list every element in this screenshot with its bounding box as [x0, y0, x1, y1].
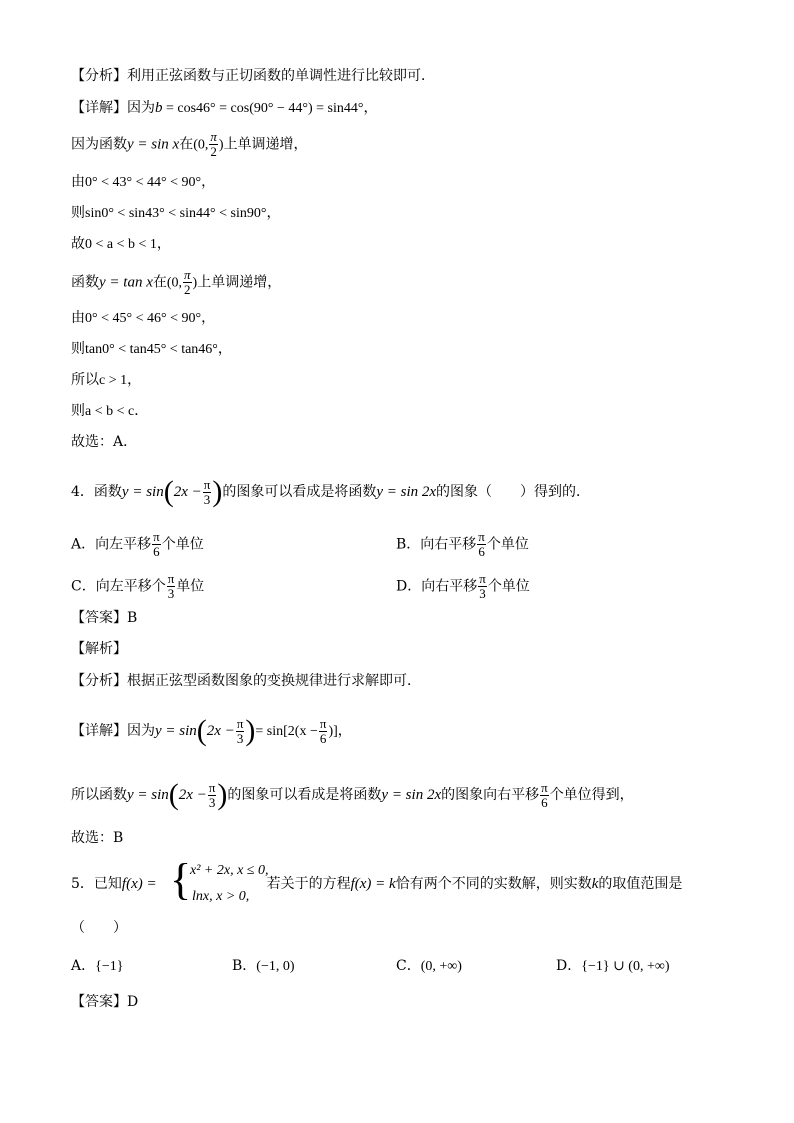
option-label: B．: [232, 958, 257, 974]
text: 个单位得到，: [549, 787, 634, 803]
math-expr: c > 1: [99, 373, 128, 388]
detail-tag: 【详解】: [71, 723, 127, 739]
text: 在: [179, 136, 194, 153]
math-expr: sin0° < sin43° < sin44° < sin90°: [85, 206, 267, 221]
big-paren: ): [245, 714, 256, 747]
text: 的图象（ ）得到的．: [436, 484, 591, 500]
punct: ，: [266, 205, 281, 221]
fraction: [167, 572, 176, 601]
text: 则: [71, 341, 85, 357]
question-number: 4．: [71, 484, 94, 500]
math: 2x −: [173, 484, 202, 500]
q3-detail-line-10: [71, 402, 148, 421]
denominator: 3: [479, 586, 486, 601]
piecewise-case-1: x² + 2x, x ≤ 0,: [190, 863, 269, 878]
math: )]: [328, 724, 338, 739]
q4-analysis: [71, 672, 421, 690]
option-label: C．: [396, 958, 421, 974]
q4-jiexi-tag: 【解析】: [71, 641, 127, 657]
q3-analysis: [71, 67, 435, 85]
math-expr: 0 < a < b < 1: [85, 237, 157, 252]
text: 的图象可以看成是将函数: [222, 484, 377, 500]
q4-choose: 故选：B: [71, 830, 124, 846]
math: (0,: [193, 137, 209, 153]
q5-option-c[interactable]: [396, 957, 462, 976]
denominator: 6: [541, 794, 548, 810]
analysis-text: 利用正弦函数与正切函数的单调性进行比较即可．: [127, 68, 435, 84]
punct: ，: [201, 174, 216, 190]
analysis-text: 根据正弦型函数图象的变换规律进行求解即可．: [127, 673, 421, 689]
denominator: 3: [208, 794, 216, 810]
q4-option-b[interactable]: [396, 530, 529, 559]
fraction: [208, 781, 217, 810]
numerator: π: [208, 779, 216, 795]
math: f(x) =: [121, 876, 157, 892]
denominator: 2: [210, 144, 217, 159]
answer-value: D: [127, 994, 139, 1010]
text: 单位: [176, 578, 205, 595]
option-label: B．: [396, 536, 421, 553]
option-label: D．: [396, 578, 422, 595]
math-expr: = cos46° = cos(90° − 44°) = sin44°: [162, 101, 364, 116]
option-label: D．: [556, 958, 582, 974]
text: 个单位: [161, 536, 204, 553]
numerator: π: [153, 529, 160, 544]
option-value: (0, +∞): [420, 959, 462, 974]
numerator: π: [541, 779, 548, 795]
fraction: [478, 572, 487, 601]
text: 所以函数: [71, 787, 127, 803]
text: 向左平移: [95, 536, 152, 553]
math: ): [218, 137, 224, 153]
option-label: C．: [71, 578, 96, 595]
fraction: [152, 530, 161, 559]
numerator: π: [319, 715, 327, 731]
text: 向右平移: [420, 536, 477, 553]
q4-detail-line-1: [71, 716, 352, 746]
q4-option-d[interactable]: [396, 572, 530, 601]
q4-option-c[interactable]: [71, 572, 204, 601]
text: 个单位: [486, 536, 529, 553]
punct: ，: [201, 310, 216, 326]
denominator: 6: [478, 544, 485, 559]
analysis-tag: 【分析】: [71, 68, 127, 84]
q5-answer: [71, 993, 138, 1011]
math: y = sin: [127, 787, 169, 803]
big-paren: ): [217, 778, 228, 811]
text: 上单调递增，: [223, 136, 308, 153]
math-expr: a < b < c: [85, 404, 135, 419]
answer-tag: 【答案】: [71, 994, 127, 1010]
numerator: π: [210, 129, 217, 144]
math: 2x −: [178, 787, 207, 803]
text: 因为函数: [71, 136, 127, 153]
numerator: π: [478, 529, 485, 544]
q3-detail-line-3: [71, 173, 215, 192]
denominator: 3: [236, 730, 244, 746]
denominator: 6: [319, 730, 327, 746]
numerator: π: [236, 715, 244, 731]
q5-stem: [71, 875, 682, 893]
fraction: [203, 478, 212, 507]
q3-detail-line-8: [71, 340, 232, 359]
denominator: 2: [184, 282, 191, 297]
text: 故: [71, 236, 85, 252]
text: 因为: [127, 723, 155, 739]
punct: ，: [127, 372, 142, 388]
q3-choose: 故选：A．: [71, 434, 138, 450]
answer-tag: 【答案】: [71, 610, 127, 626]
option-value: {−1} ∪ (0, +∞): [581, 959, 670, 974]
math-expr: 0° < 43° < 44° < 90°: [85, 175, 202, 190]
fraction: [540, 781, 549, 810]
punct: ，: [337, 723, 352, 739]
q5-paren: （ ）: [71, 920, 127, 936]
q3-detail-line-2: [71, 130, 308, 159]
q3-detail-line-7: [71, 309, 215, 328]
analysis-tag: 【分析】: [71, 673, 127, 689]
denominator: 6: [153, 544, 160, 559]
math: ): [192, 275, 198, 291]
text: 个单位: [487, 578, 530, 595]
q4-answer: [71, 609, 137, 627]
big-paren: (: [168, 778, 179, 811]
q3-detail-line-1: [71, 99, 377, 118]
punct: ，: [217, 341, 232, 357]
fraction: [319, 717, 328, 746]
var-k: k: [591, 876, 599, 892]
text: 则: [71, 403, 85, 419]
punct: ，: [363, 100, 378, 116]
q4-detail-line-2: [71, 780, 634, 810]
fraction: [183, 268, 192, 297]
q3-detail-line-5: [71, 235, 171, 254]
text: 恰有两个不同的实数解，则实数: [395, 876, 592, 892]
fraction: [477, 530, 486, 559]
big-paren: ): [212, 475, 223, 508]
text: 则: [71, 205, 85, 221]
big-paren: (: [196, 714, 207, 747]
math: (0,: [166, 275, 183, 291]
math: y = sin: [155, 723, 197, 739]
q3-detail-line-6: [71, 268, 281, 297]
q3-detail-line-9: [71, 371, 141, 390]
math-expr: tan0° < tan45° < tan46°: [85, 342, 218, 357]
text: 向右平移: [421, 578, 478, 595]
math-func: y = tan x: [99, 274, 153, 291]
text: 在: [152, 274, 167, 291]
math: 2x −: [206, 723, 235, 739]
piecewise-case-2: lnx, x > 0,: [192, 889, 250, 904]
math: y = sin 2x: [376, 484, 437, 500]
text: 因为: [127, 100, 155, 116]
piecewise-brace: {: [170, 855, 192, 904]
answer-value: B: [127, 610, 138, 626]
numerator: π: [203, 476, 211, 492]
math: y = sin 2x: [381, 787, 442, 803]
question-number: 5．: [71, 876, 94, 892]
numerator: π: [184, 267, 191, 282]
fraction: [236, 717, 245, 746]
text: 的取值范围是: [598, 876, 683, 892]
text: 函数: [93, 484, 122, 500]
denominator: 3: [203, 491, 211, 507]
math-func: y = sin x: [127, 136, 180, 153]
punct: ．: [134, 403, 149, 419]
text: 的图象可以看成是将函数: [227, 787, 382, 803]
detail-tag: 【详解】: [71, 100, 127, 116]
text: 上单调递增，: [197, 274, 282, 291]
var-b: b: [155, 100, 163, 116]
option-value: {−1}: [95, 959, 124, 974]
math: f(x) = k: [350, 876, 396, 892]
punct: ，: [156, 236, 171, 252]
q5-option-d[interactable]: [556, 957, 670, 976]
text: 由: [71, 174, 85, 190]
denominator: 3: [167, 586, 175, 601]
text: 已知: [93, 876, 122, 892]
big-paren: (: [163, 475, 174, 508]
q4-stem: [71, 477, 590, 507]
option-value: (−1, 0): [256, 959, 295, 974]
text: 的图象向右平移: [441, 787, 540, 803]
text: 若关于的方程: [266, 876, 351, 892]
math-expr: 0° < 45° < 46° < 90°: [85, 311, 202, 326]
text: 向左平移个: [95, 578, 166, 595]
fraction: [209, 130, 218, 159]
math: = sin[2(x −: [255, 724, 318, 739]
q5-option-a[interactable]: [71, 957, 123, 976]
q3-detail-line-4: [71, 204, 280, 223]
q5-option-b[interactable]: [232, 957, 295, 976]
q4-option-a[interactable]: [71, 530, 204, 559]
numerator: π: [167, 571, 175, 586]
text: 由: [71, 310, 85, 326]
text: 所以: [71, 372, 99, 388]
text: 函数: [71, 274, 99, 291]
numerator: π: [479, 571, 486, 586]
option-label: A．: [71, 958, 96, 974]
math: y = sin: [121, 484, 164, 500]
option-label: A．: [71, 536, 96, 553]
